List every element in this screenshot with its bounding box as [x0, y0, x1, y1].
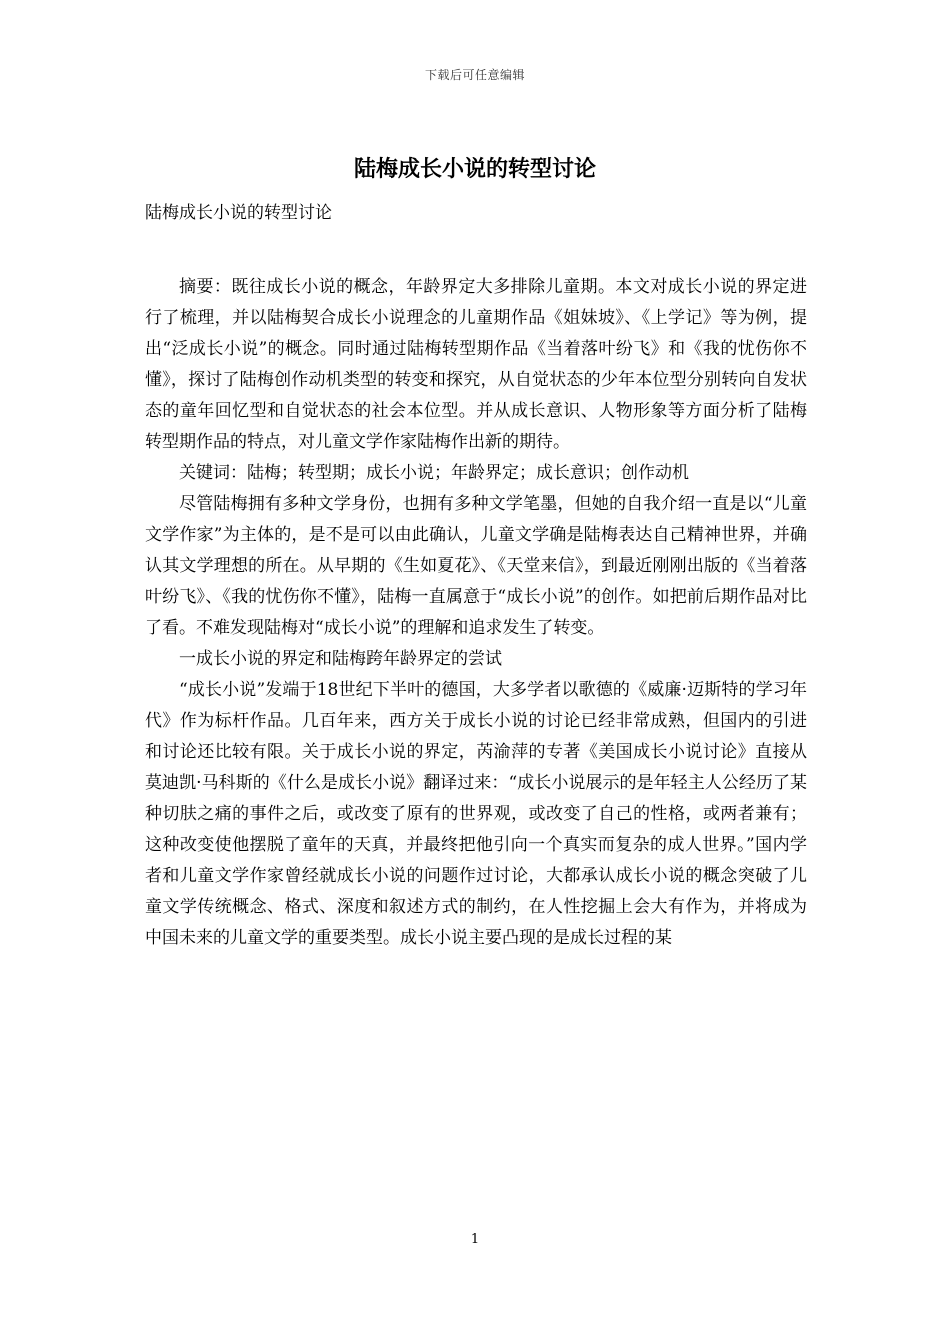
header-note: 下载后可任意编辑 [424, 68, 525, 82]
document-subtitle: 陆梅成长小说的转型讨论 [145, 203, 332, 223]
body-paragraph: “成长小说”发端于18世纪下半叶的德国，大多学者以歌德的《威廉·迈斯特的学习年代》作为标杆作品。几百年来，西方关于成长小说的讨论已经非常成熟，但国内的引进和讨论还比较有限。关于成长小说的界定，芮渝萍的专著《美国成长小说讨论》直接从莫迪凯·马科斯的《什么是成长小说》翻译过来：“成长小说展示的是年轻主人公经历了某种切肤之痛的事件之后，或改变了原有的世界观，或改变了自己的性格，或两者兼有；这种改变使他摆脱了童年的天真，并最终把他引向一个真实而复杂的成人世界。”国内学者和儿童文学作家曾经就成长小说的问题作过讨论，大都承认成长小说的概念突破了儿童文学传统概念、格式、深度和叙述方式的制约，在人性挖掘上会大有作为，并将成为中国未来的儿童文学的重要类型。成长小说主要凸现的是成长过程的某 [145, 680, 807, 948]
document-body [145, 272, 807, 954]
section-heading: 一成长小说的界定和陆梅跨年龄界定的尝试 [179, 649, 502, 669]
abstract-paragraph: 摘要：既往成长小说的概念，年龄界定大多排除儿童期。本文对成长小说的界定进行了梳理，并以陆梅契合成长小说理念的儿童期作品《姐妹坡》、《上学记》等为例，提出“泛成长小说”的概念。同时通过陆梅转型期作品《当着落叶纷飞》和《我的忧伤你不懂》，探讨了陆梅创作动机类型的转变和探究，从自觉状态的少年本位型分别转向自发状态的童年回忆型和自觉状态的社会本位型。并从成长意识、人物形象等方面分析了陆梅转型期作品的特点，对儿童文学作家陆梅作出新的期待。 [145, 277, 807, 452]
document-title: 陆梅成长小说的转型讨论 [353, 157, 596, 182]
keywords-paragraph: 关键词：陆梅；转型期；成长小说；年龄界定；成长意识；创作动机 [179, 463, 689, 483]
intro-paragraph: 尽管陆梅拥有多种文学身份，也拥有多种文学笔墨，但她的自我介绍一直是以“儿童文学作家”为主体的，是不是可以由此确认，儿童文学确是陆梅表达自己精神世界，并确认其文学理想的所在。从早期的《生如夏花》、《天堂来信》，到最近刚刚出版的《当着落叶纷飞》、《我的忧伤你不懂》，陆梅一直属意于“成长小说”的创作。如把前后期作品对比了看。不难发现陆梅对“成长小说”的理解和追求发生了转变。 [145, 494, 807, 638]
page-number: 1 [470, 1232, 480, 1247]
